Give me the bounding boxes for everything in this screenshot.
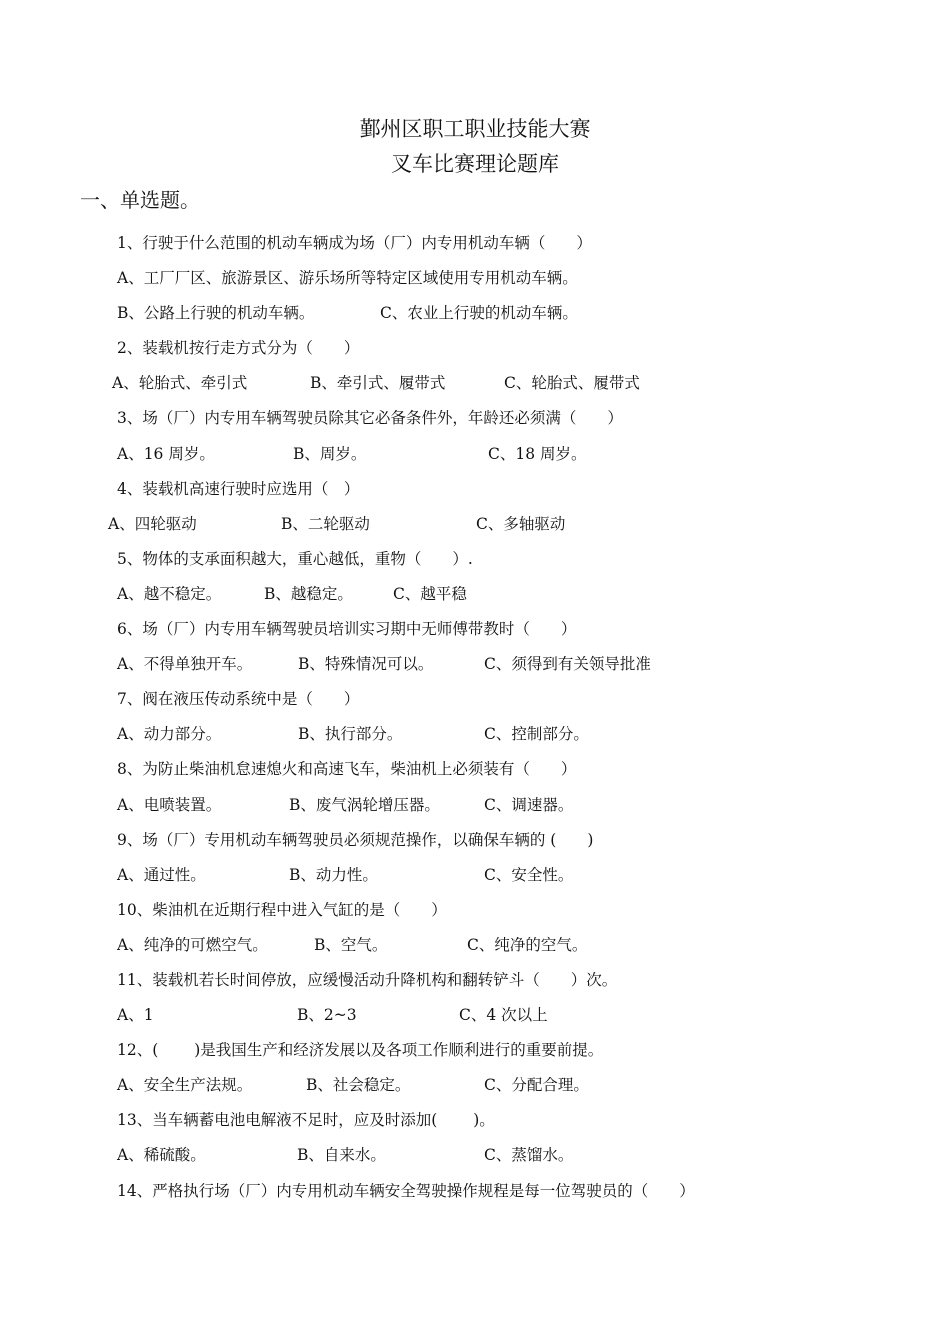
answer-option: C、调速器。 bbox=[484, 795, 574, 814]
option-row bbox=[0, 440, 950, 475]
option-row bbox=[0, 1141, 950, 1176]
option-row bbox=[0, 510, 950, 545]
answer-option: A、纯净的可燃空气。 bbox=[117, 935, 268, 954]
option-row bbox=[0, 720, 950, 755]
option-row bbox=[0, 299, 950, 334]
answer-option: A、稀硫酸。 bbox=[117, 1146, 206, 1165]
answer-option: A、电喷装置。 bbox=[117, 795, 222, 814]
answer-option: C、须得到有关领导批准 bbox=[484, 655, 651, 674]
question-stem: 1、行驶于什么范围的机动车辆成为场（厂）内专用机动车辆（ ） bbox=[117, 234, 592, 252]
answer-option: B、牵引式、履带式 bbox=[310, 374, 446, 393]
option-row bbox=[0, 1001, 950, 1036]
answer-option: C、安全性。 bbox=[484, 865, 574, 884]
question-stem: 9、场（厂）专用机动车辆驾驶员必须规范操作，以确保车辆的 ( ) bbox=[117, 830, 594, 849]
answer-option: B、废气涡轮增压器。 bbox=[289, 795, 440, 814]
option-row bbox=[0, 861, 950, 896]
question-stem: 6、场（厂）内专用车辆驾驶员培训实习期中无师傅带教时（ ） bbox=[117, 620, 577, 639]
option-row bbox=[0, 369, 950, 404]
answer-option: B、动力性。 bbox=[289, 865, 378, 884]
option-row bbox=[0, 931, 950, 966]
answer-option: B、空气。 bbox=[314, 935, 388, 954]
answer-option: A、16 周岁。 bbox=[117, 444, 215, 463]
answer-option: B、社会稳定。 bbox=[306, 1076, 411, 1095]
question-stem: 8、为防止柴油机怠速熄火和高速飞车，柴油机上必须装有（ ） bbox=[117, 760, 577, 779]
question-stem: 2、装载机按行走方式分为（ ） bbox=[117, 339, 360, 358]
answer-option: C、控制部分。 bbox=[484, 725, 589, 744]
question-stem: 11、装载机若长时间停放，应缓慢活动升降机构和翻转铲斗（ ）次。 bbox=[117, 970, 618, 989]
answer-option: B、执行部分。 bbox=[298, 725, 403, 744]
answer-option: C、轮胎式、履带式 bbox=[504, 374, 640, 393]
answer-option: C、18 周岁。 bbox=[488, 444, 587, 463]
answer-option: B、周岁。 bbox=[293, 444, 367, 463]
answer-option: C、蒸馏水。 bbox=[484, 1146, 574, 1165]
question-stem: 10、柴油机在近期行程中进入气缸的是（ ） bbox=[117, 900, 447, 919]
answer-option: B、越稳定。 bbox=[264, 584, 353, 603]
answer-option: A、动力部分。 bbox=[117, 725, 222, 744]
option-row bbox=[0, 264, 950, 299]
section-heading: 一、单选题。 bbox=[80, 188, 200, 212]
question-stem: 7、阀在液压传动系统中是（ ） bbox=[117, 690, 360, 709]
answer-option: A、通过性。 bbox=[117, 865, 206, 884]
document-subtitle: 叉车比赛理论题库 bbox=[391, 152, 559, 176]
answer-option: C、分配合理。 bbox=[484, 1076, 589, 1095]
answer-option: A、不得单独开车。 bbox=[117, 655, 253, 674]
document-title: 鄞州区职工职业技能大赛 bbox=[359, 117, 591, 141]
question-stem: 14、严格执行场（厂）内专用机动车辆安全驾驶操作规程是每一位驾驶员的（ ） bbox=[117, 1181, 695, 1200]
answer-option: B、二轮驱动 bbox=[281, 514, 370, 533]
answer-option: C、纯净的空气。 bbox=[467, 935, 588, 954]
answer-option: B、公路上行驶的机动车辆。 bbox=[117, 304, 315, 323]
answer-option: B、特殊情况可以。 bbox=[298, 655, 434, 674]
answer-option: A、1 bbox=[117, 1006, 154, 1025]
option-row bbox=[0, 580, 950, 615]
answer-option: A、四轮驱动 bbox=[108, 514, 197, 533]
answer-option: B、2~3 bbox=[297, 1006, 357, 1025]
answer-option: C、4 次以上 bbox=[459, 1006, 548, 1025]
answer-option: A、轮胎式、牵引式 bbox=[112, 374, 248, 393]
option-row bbox=[0, 791, 950, 826]
question-stem: 3、场（厂）内专用车辆驾驶员除其它必备条件外，年龄还必须满（ ） bbox=[117, 409, 623, 428]
question-stem: 13、当车辆蓄电池电解液不足时，应及时添加( )。 bbox=[117, 1111, 495, 1130]
answer-option: A、越不稳定。 bbox=[117, 584, 222, 603]
question-stem: 12、( )是我国生产和经济发展以及各项工作顺利进行的重要前提。 bbox=[117, 1041, 604, 1060]
answer-option: C、农业上行驶的机动车辆。 bbox=[380, 304, 578, 323]
answer-option: C、越平稳 bbox=[393, 584, 467, 603]
question-list bbox=[0, 229, 950, 1212]
answer-option: C、多轴驱动 bbox=[476, 514, 566, 533]
question-stem: 4、装载机高速行驶时应选用（ ） bbox=[117, 479, 360, 498]
question-stem: 5、物体的支承面积越大，重心越低，重物（ ）. bbox=[117, 549, 473, 568]
option-row bbox=[0, 1071, 950, 1106]
answer-option: B、自来水。 bbox=[297, 1146, 386, 1165]
option-row bbox=[0, 650, 950, 685]
answer-option: A、工厂厂区、旅游景区、游乐场所等特定区域使用专用机动车辆。 bbox=[117, 269, 578, 288]
answer-option: A、安全生产法规。 bbox=[117, 1076, 253, 1095]
